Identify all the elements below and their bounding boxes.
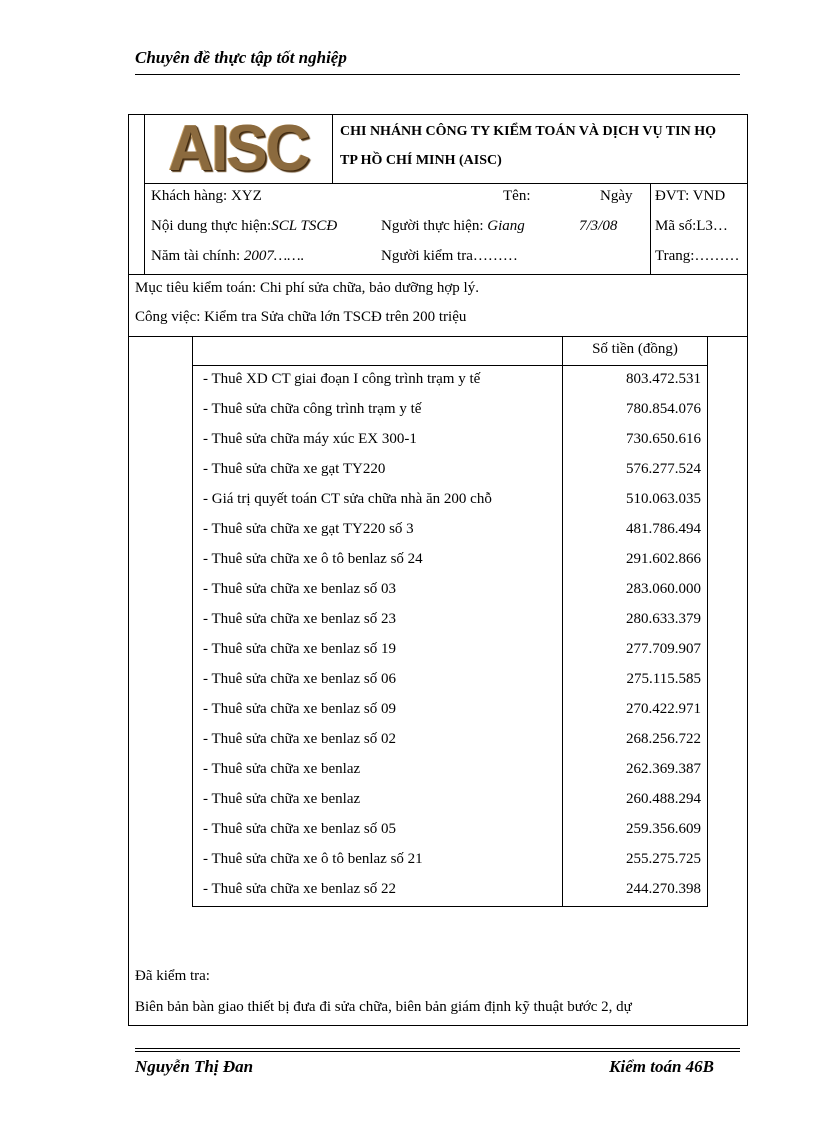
row-amount: 730.650.616 — [626, 431, 701, 447]
date-label: Ngày — [600, 188, 633, 204]
name-label: Tên: — [503, 188, 531, 204]
table-row — [193, 876, 707, 906]
table-row — [193, 396, 707, 426]
divider — [144, 183, 145, 274]
row-amount: 270.422.971 — [626, 701, 701, 717]
performer-value: Giang — [487, 218, 525, 234]
row-description: - Thuê sửa chữa xe ô tô benlaz số 24 — [203, 551, 423, 567]
page-label: Trang:……… — [655, 248, 740, 264]
content-value: SCL TSCĐ — [271, 218, 338, 234]
logo-cell — [144, 114, 333, 184]
row-description: - Thuê sửa chữa xe benlaz số 19 — [203, 641, 397, 657]
row-description: - Thuê sửa chữa xe benlaz số 05 — [203, 821, 397, 837]
row-description: - Thuê sửa chữa xe ô tô benlaz số 21 — [203, 851, 423, 867]
row-description: - Thuê sửa chữa xe benlaz số 22 — [203, 881, 397, 897]
footer-class: Kiểm toán 46B — [609, 1057, 714, 1076]
page-header-title: Chuyên đề thực tập tốt nghiệp — [135, 48, 347, 67]
row-amount: 262.369.387 — [626, 761, 701, 777]
divider — [144, 183, 748, 184]
amount-column-header: Số tiền (đồng) — [592, 341, 678, 357]
row-description: - Thuê sửa chữa xe benlaz số 09 — [203, 701, 397, 717]
footer-author: Nguyễn Thị Đan — [135, 1057, 254, 1076]
amount-table — [192, 336, 708, 907]
row-amount: 803.472.531 — [626, 371, 701, 387]
company-name — [340, 117, 750, 175]
row-amount: 268.256.722 — [626, 731, 701, 747]
table-row — [193, 546, 707, 576]
row-amount: 244.270.398 — [626, 881, 701, 897]
row-amount: 291.602.866 — [626, 551, 701, 567]
year-field — [151, 247, 304, 265]
row-amount: 260.488.294 — [626, 791, 701, 807]
table-row — [193, 366, 707, 396]
year-label: Năm tài chính: — [151, 248, 244, 264]
page-footer — [135, 1048, 740, 1076]
audit-objective: Mục tiêu kiểm toán: Chi phí sửa chữa, bảo dưỡng hợp lý. — [135, 280, 479, 296]
row-amount: 259.356.609 — [626, 821, 701, 837]
footer-rule — [135, 1051, 740, 1052]
date-value: 7/3/08 — [579, 218, 618, 234]
row-description: - Thuê sửa chữa xe benlaz số 02 — [203, 731, 397, 747]
row-amount: 510.063.035 — [626, 491, 701, 507]
row-amount: 277.709.907 — [626, 641, 701, 657]
company-name-line1: CHI NHÁNH CÔNG TY KIỂM TOÁN VÀ DỊCH VỤ TIN HỌ — [340, 124, 716, 139]
content-field — [151, 217, 337, 235]
table-row — [193, 636, 707, 666]
checked-text: Biên bản bàn giao thiết bị đưa đi sửa chữa, biên bản giám định kỹ thuật bước 2, dự — [135, 999, 632, 1015]
row-description: - Thuê sửa chữa xe benlaz — [203, 761, 361, 777]
row-amount: 283.060.000 — [626, 581, 701, 597]
row-description: - Thuê sửa chữa xe benlaz số 03 — [203, 581, 397, 597]
table-row — [193, 786, 707, 816]
row-amount: 780.854.076 — [626, 401, 701, 417]
row-description: - Thuê sửa chữa xe gạt TY220 số 3 — [203, 521, 414, 537]
row-description: - Thuê sửa chữa xe benlaz số 23 — [203, 611, 397, 627]
table-row — [193, 576, 707, 606]
performer-field — [381, 217, 525, 235]
table-row — [193, 756, 707, 786]
row-description: - Thuê XD CT giai đoạn I công trình trạm y tế — [203, 371, 481, 387]
table-row — [193, 486, 707, 516]
year-value: 2007……. — [243, 248, 305, 264]
row-amount: 280.633.379 — [626, 611, 701, 627]
checked-label: Đã kiểm tra: — [135, 968, 210, 984]
table-row — [193, 726, 707, 756]
table-row — [193, 666, 707, 696]
audit-task: Công việc: Kiểm tra Sửa chữa lớn TSCĐ trên 200 triệu — [135, 309, 467, 325]
aisc-logo: AISC — [168, 112, 309, 185]
code-label: Mã số:L3… — [655, 218, 728, 234]
row-amount: 576.277.524 — [626, 461, 701, 477]
row-description: - Thuê sửa chữa máy xúc EX 300-1 — [203, 431, 417, 447]
table-row — [193, 816, 707, 846]
client-label: Khách hàng: XYZ — [151, 188, 262, 204]
table-row — [193, 606, 707, 636]
page-header — [135, 48, 740, 75]
table-row — [193, 846, 707, 876]
performer-label: Người thực hiện: — [381, 218, 488, 234]
row-amount: 255.275.725 — [626, 851, 701, 867]
row-amount: 481.786.494 — [626, 521, 701, 537]
row-description: - Thuê sửa chữa xe benlaz số 06 — [203, 671, 397, 687]
table-row — [193, 696, 707, 726]
content-label: Nội dung thực hiện: — [151, 218, 272, 234]
divider — [650, 183, 651, 274]
reviewer-label: Người kiểm tra……… — [381, 248, 518, 264]
table-row — [193, 516, 707, 546]
row-description: - Giá trị quyết toán CT sửa chữa nhà ăn 200 chỗ — [203, 491, 492, 507]
company-name-line2: TP HỒ CHÍ MINH (AISC) — [340, 153, 502, 168]
row-amount: 275.115.585 — [626, 671, 701, 687]
table-row — [193, 456, 707, 486]
row-description: - Thuê sửa chữa xe benlaz — [203, 791, 361, 807]
row-description: - Thuê sửa chữa công trình trạm y tế — [203, 401, 422, 417]
row-description: - Thuê sửa chữa xe gạt TY220 — [203, 461, 386, 477]
table-row — [193, 426, 707, 456]
divider — [128, 274, 748, 275]
unit-label: ĐVT: VND — [655, 188, 726, 204]
